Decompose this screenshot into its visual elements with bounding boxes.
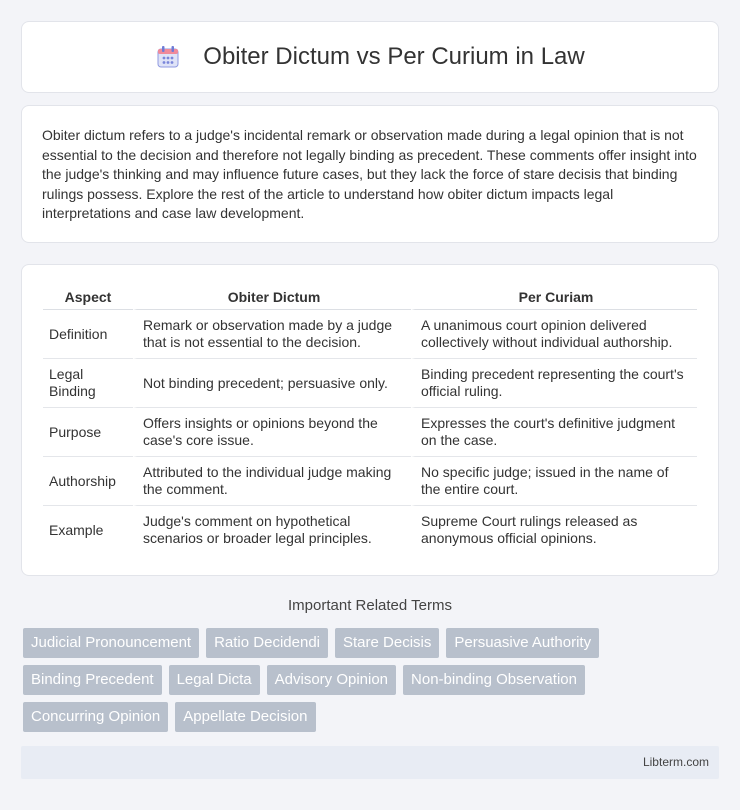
related-term-tag[interactable]: Binding Precedent [23, 665, 162, 695]
row-per-curiam: Expresses the court's definitive judgment on the case. [411, 408, 697, 457]
row-obiter: Remark or observation made by a judge that is not essential to the decision. [133, 310, 411, 359]
row-aspect: Authorship [43, 457, 133, 506]
comparison-table [43, 285, 697, 554]
header-per-curiam: Per Curiam [411, 285, 697, 310]
row-obiter: Not binding precedent; persuasive only. [133, 359, 411, 408]
related-terms-heading: Important Related Terms [288, 597, 452, 614]
related-term-tag[interactable]: Ratio Decidendi [206, 628, 328, 658]
title-card [21, 21, 719, 93]
related-term-tag[interactable]: Legal Dicta [169, 665, 260, 695]
row-per-curiam: A unanimous court opinion delivered collectively without individual authorship. [411, 310, 697, 359]
row-obiter: Judge's comment on hypothetical scenarios or broader legal principles. [133, 506, 411, 554]
related-terms-list [23, 628, 723, 732]
related-term-tag[interactable]: Concurring Opinion [23, 702, 168, 732]
footer [21, 746, 719, 779]
row-aspect: Legal Binding [43, 359, 133, 408]
page-title: Obiter Dictum vs Per Curium in Law [203, 43, 585, 70]
table-row [43, 310, 697, 359]
table-row [43, 506, 697, 554]
intro-paragraph: Obiter dictum refers to a judge's incidental remark or observation made during a legal opinion that is not essential to the decision and therefore not legally binding as precedent. These comments offer insight into the judge's thinking and may influence future cases, but they lack the force of stare decisis that binding rulings possess. Explore the rest of the article to understand how obiter dictum impacts legal interpretations and case law development. [42, 127, 697, 221]
related-term-tag[interactable]: Judicial Pronouncement [23, 628, 199, 658]
header-aspect: Aspect [43, 285, 133, 310]
row-per-curiam: Binding precedent representing the court's official ruling. [411, 359, 697, 408]
comparison-card [21, 264, 719, 576]
row-aspect: Definition [43, 310, 133, 359]
row-obiter: Attributed to the individual judge making the comment. [133, 457, 411, 506]
row-per-curiam: Supreme Court rulings released as anonymous official opinions. [411, 506, 697, 554]
table-header-row [43, 285, 697, 310]
related-term-tag[interactable]: Stare Decisis [335, 628, 439, 658]
related-term-tag[interactable]: Persuasive Authority [446, 628, 599, 658]
related-term-tag[interactable]: Advisory Opinion [267, 665, 396, 695]
calendar-icon [155, 44, 181, 70]
table-row [43, 408, 697, 457]
row-per-curiam: No specific judge; issued in the name of the entire court. [411, 457, 697, 506]
row-obiter: Offers insights or opinions beyond the case's core issue. [133, 408, 411, 457]
intro-card [21, 105, 719, 243]
related-term-tag[interactable]: Non-binding Observation [403, 665, 585, 695]
table-row [43, 457, 697, 506]
footer-site-link[interactable]: Libterm.com [642, 755, 709, 769]
row-aspect: Purpose [43, 408, 133, 457]
header-obiter-dictum: Obiter Dictum [133, 285, 411, 310]
row-aspect: Example [49, 521, 104, 538]
related-term-tag[interactable]: Appellate Decision [175, 702, 315, 732]
table-row [43, 359, 697, 408]
